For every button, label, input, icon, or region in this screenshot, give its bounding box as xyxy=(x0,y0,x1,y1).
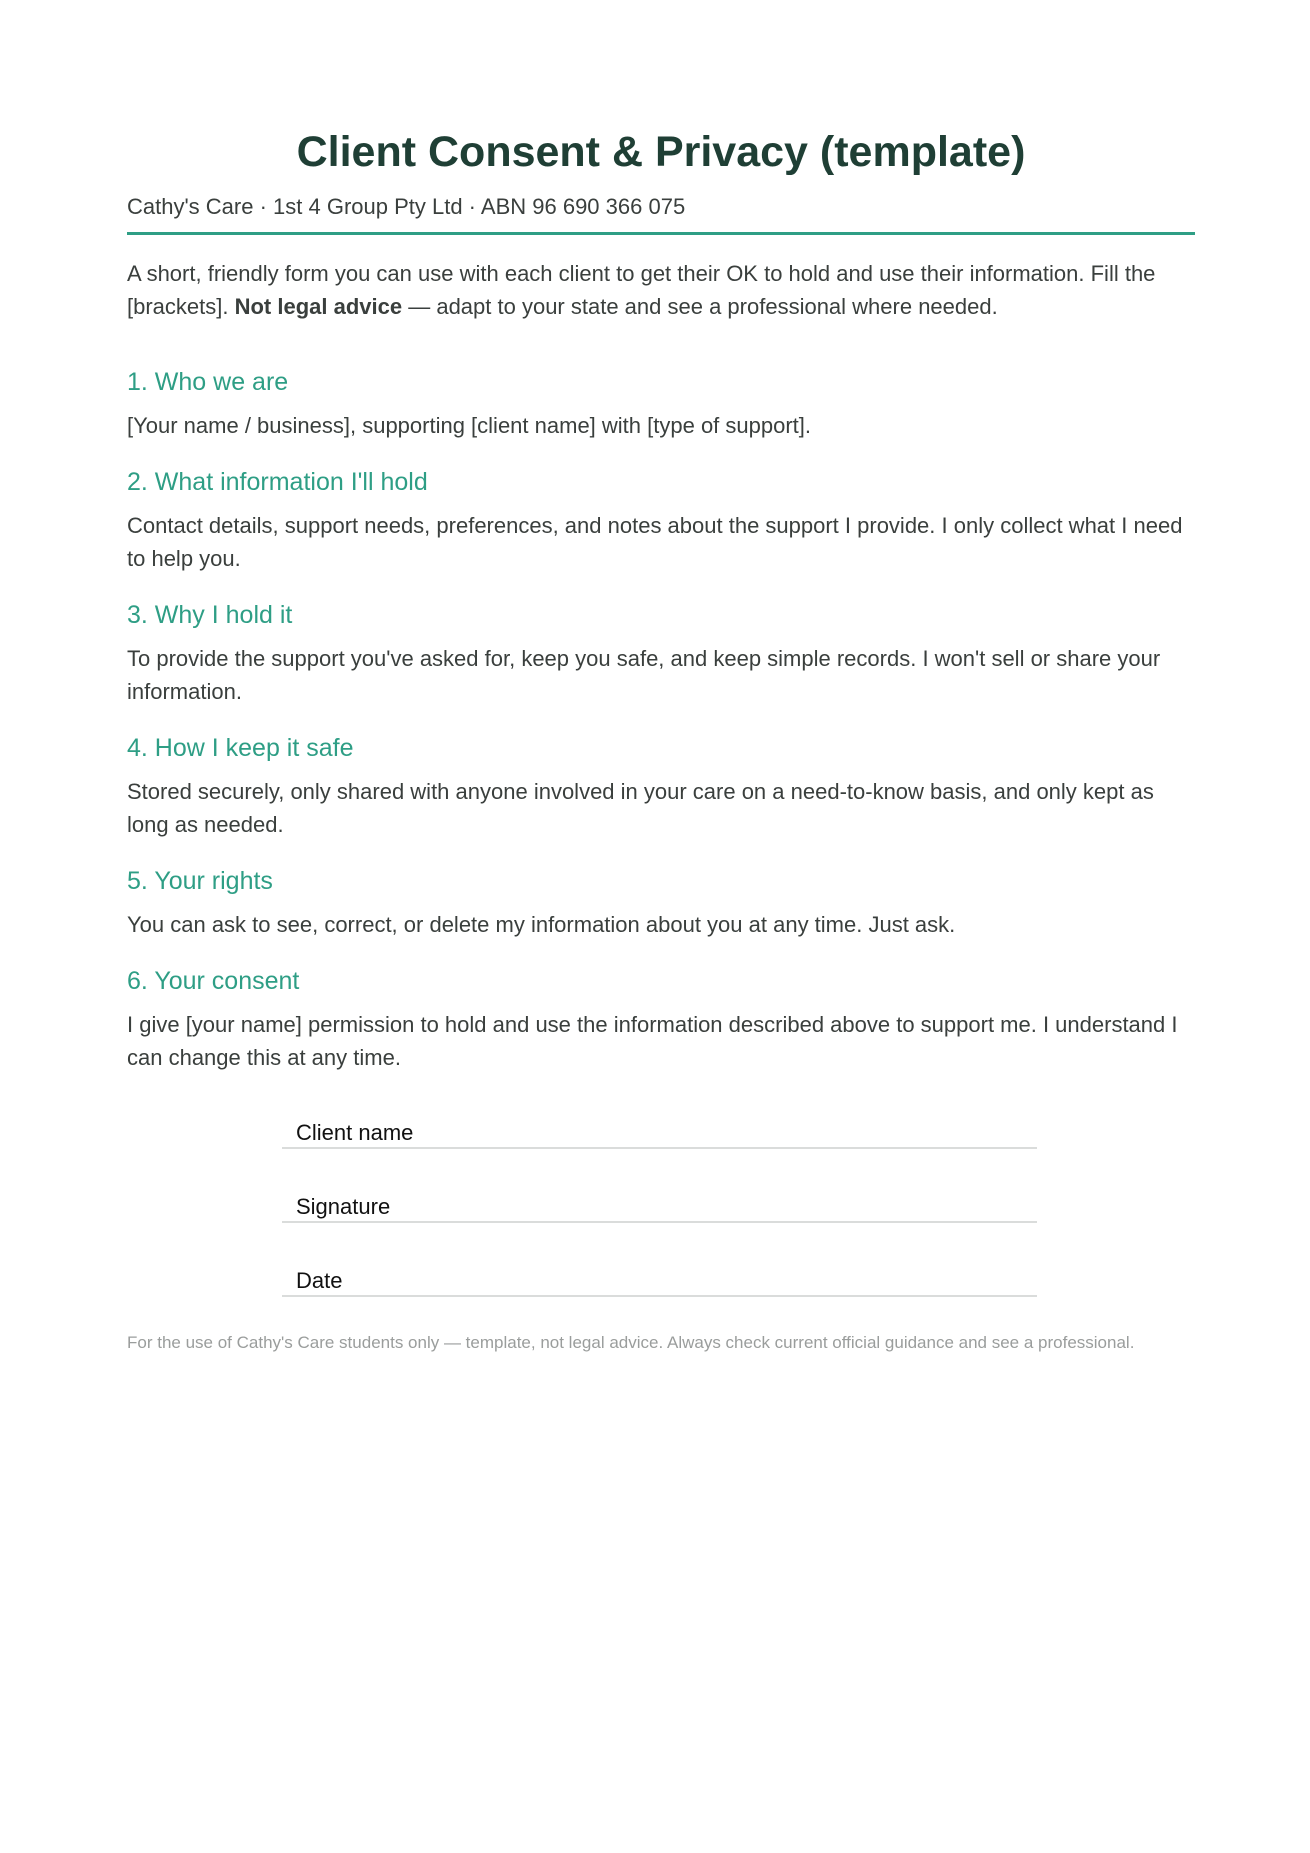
intro-text: A short, friendly form you can use with each client to get their OK to hold and use their information. Fill the [brackets]. xyxy=(127,261,1156,319)
section-heading: 4. How I keep it safe xyxy=(127,734,354,762)
section-body: I give [your name] permission to hold and use the information described above to support me. I understand I can change this at any time. xyxy=(127,1012,1178,1070)
section-body: Contact details, support needs, preferences, and notes about the support I provide. I only collect what I need to help you. xyxy=(127,513,1183,571)
intro-text-end: — adapt to your state and see a professional where needed. xyxy=(402,294,998,319)
signature-field[interactable] xyxy=(282,1183,1037,1223)
client-name-label: Client name xyxy=(296,1120,414,1145)
header-divider xyxy=(127,232,1195,235)
section-body: [Your name / business], supporting [client name] with [type of support]. xyxy=(127,413,812,438)
section-heading: 2. What information I'll hold xyxy=(127,468,428,496)
signature-label: Signature xyxy=(296,1194,391,1219)
section-heading: 6. Your consent xyxy=(127,967,300,995)
section-why-held xyxy=(127,598,1195,708)
client-name-field[interactable] xyxy=(282,1109,1037,1149)
signature-block xyxy=(282,1109,1037,1297)
footer-disclaimer: For the use of Cathy's Care students only — template, not legal advice. Always check current official guidance and see a professional. xyxy=(127,1333,1135,1352)
section-heading: 1. Who we are xyxy=(127,368,289,396)
intro-bold-text: Not legal advice xyxy=(234,294,403,319)
section-heading: 5. Your rights xyxy=(127,867,273,895)
document-title: Client Consent & Privacy (template) xyxy=(296,128,1026,176)
section-your-rights xyxy=(127,864,1195,941)
intro-paragraph xyxy=(127,257,1195,323)
date-label: Date xyxy=(296,1268,343,1293)
section-who-we-are xyxy=(127,365,1195,442)
document-content xyxy=(127,122,1195,1355)
section-body: You can ask to see, correct, or delete my information about you at any time. Just ask. xyxy=(127,912,956,937)
section-keep-safe xyxy=(127,731,1195,841)
document-subtitle: Cathy's Care · 1st 4 Group Pty Ltd · ABN 96 690 366 075 xyxy=(127,194,686,219)
date-field[interactable] xyxy=(282,1257,1037,1297)
section-your-consent xyxy=(127,964,1195,1074)
section-heading: 3. Why I hold it xyxy=(127,601,293,629)
section-body: Stored securely, only shared with anyone involved in your care on a need-to-know basis, and only kept as long as needed. xyxy=(127,779,1154,837)
section-body: To provide the support you've asked for, keep you safe, and keep simple records. I won't sell or share your information. xyxy=(127,646,1161,704)
section-information-held xyxy=(127,465,1195,575)
